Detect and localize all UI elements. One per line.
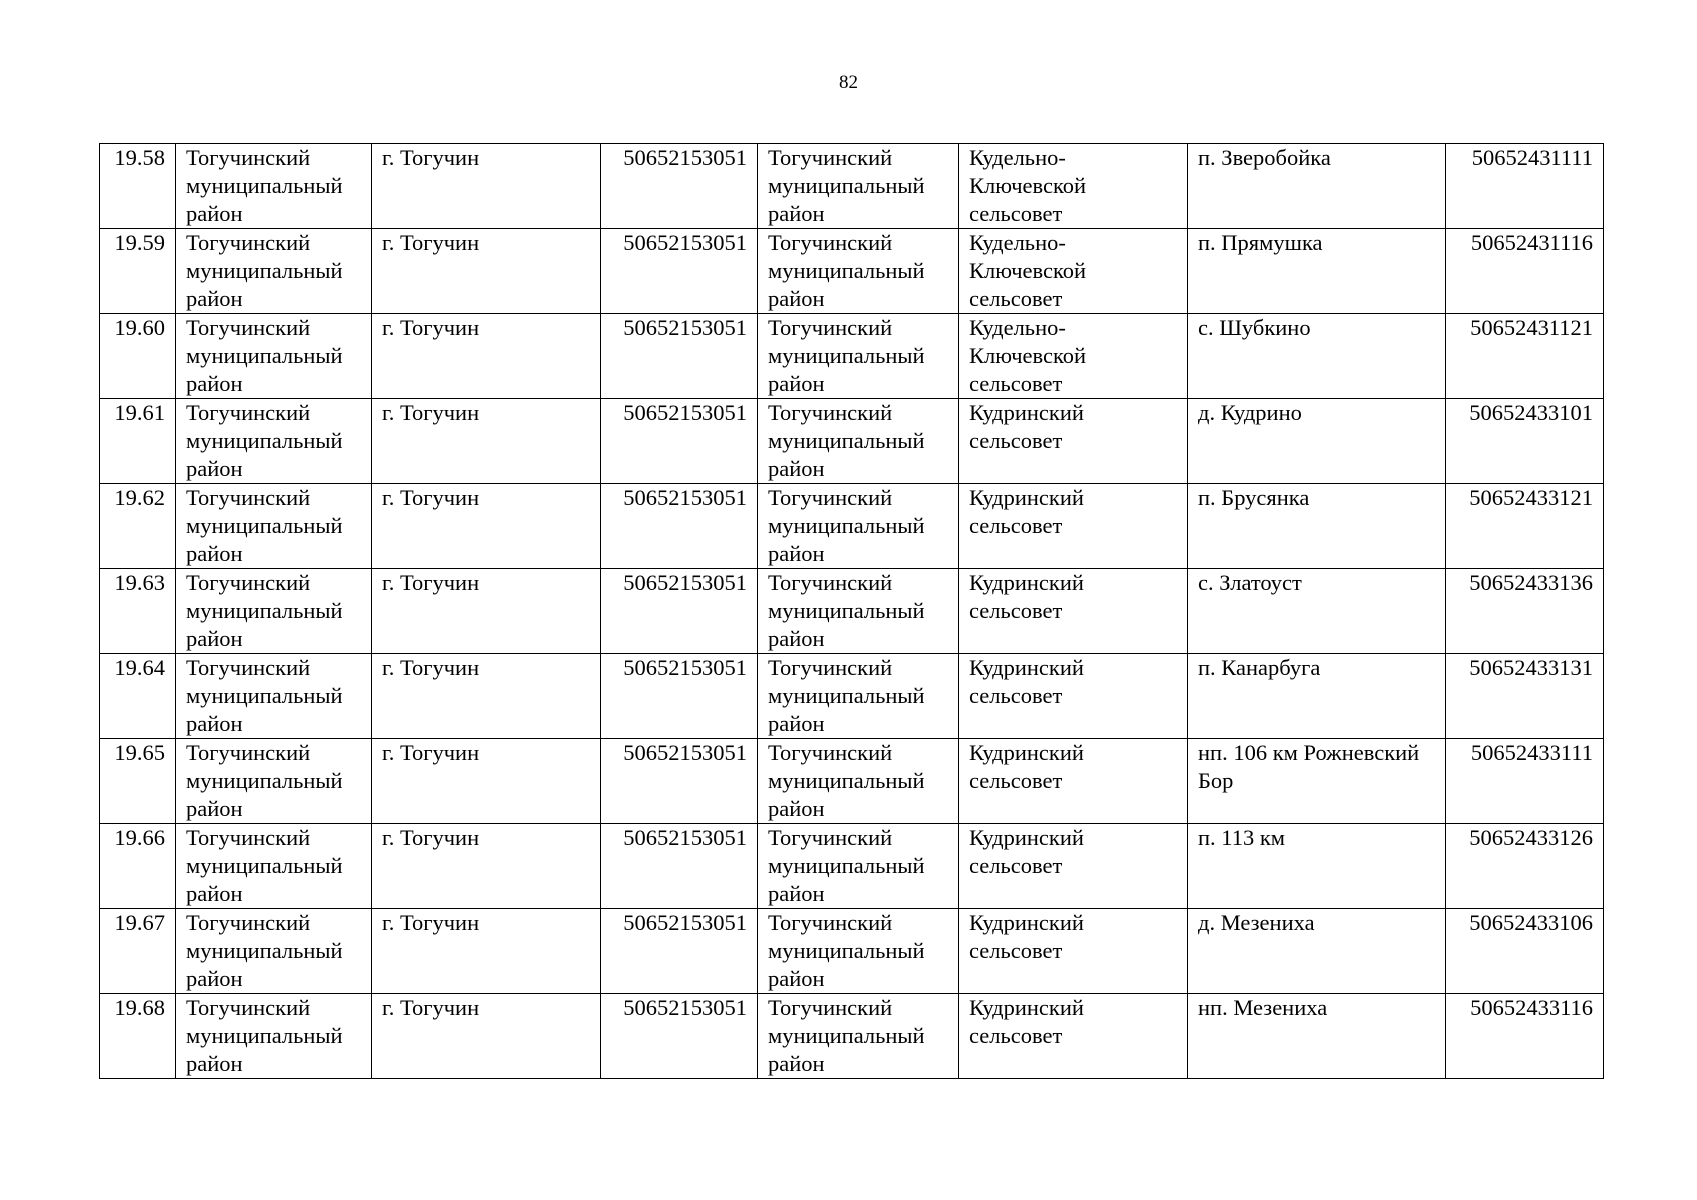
settlement-cell	[1188, 314, 1446, 399]
city-code-cell-text: 50652153051	[623, 995, 747, 1020]
table-row	[100, 569, 1604, 654]
row-number-cell-text: 19.61	[114, 400, 165, 425]
district-cell-text: Тогучинский муниципальный район	[186, 570, 343, 651]
table-row	[100, 484, 1604, 569]
city-code-cell-text: 50652153051	[623, 570, 747, 595]
settlement-code-cell-text: 50652431121	[1470, 315, 1593, 340]
city-cell-text: г. Тогучин	[382, 230, 480, 255]
district-cell-text: Тогучинский муниципальный район	[186, 230, 343, 311]
settlement-code-cell-text: 50652433116	[1470, 995, 1593, 1020]
council-cell-text: Кудринский сельсовет	[969, 740, 1084, 793]
district-cell-text: Тогучинский муниципальный район	[186, 825, 343, 906]
district2-cell	[758, 824, 959, 909]
district2-cell-text: Тогучинский муниципальный район	[768, 995, 925, 1076]
settlement-code-cell	[1446, 314, 1604, 399]
district2-cell	[758, 399, 959, 484]
city-code-cell-text: 50652153051	[623, 230, 747, 255]
settlement-code-cell-text: 50652433126	[1469, 825, 1593, 850]
city-cell-text: г. Тогучин	[382, 570, 480, 595]
row-number-cell-text: 19.58	[114, 145, 165, 170]
settlement-cell-text: п. Канарбуга	[1198, 655, 1321, 680]
city-code-cell-text: 50652153051	[623, 825, 747, 850]
city-cell-text: г. Тогучин	[382, 315, 480, 340]
district-cell	[176, 399, 372, 484]
row-number-cell-text: 19.65	[114, 740, 165, 765]
city-cell	[372, 229, 601, 314]
city-code-cell	[601, 739, 758, 824]
district2-cell-text: Тогучинский муниципальный район	[768, 400, 925, 481]
row-number-cell	[100, 909, 176, 994]
city-code-cell	[601, 994, 758, 1079]
council-cell-text: Кудринский сельсовет	[969, 910, 1084, 963]
district-cell	[176, 484, 372, 569]
table-row	[100, 824, 1604, 909]
city-code-cell	[601, 909, 758, 994]
district2-cell	[758, 909, 959, 994]
table-row	[100, 739, 1604, 824]
district-cell	[176, 144, 372, 229]
city-code-cell-text: 50652153051	[623, 910, 747, 935]
council-cell	[959, 569, 1188, 654]
district2-cell-text: Тогучинский муниципальный район	[768, 145, 925, 226]
district-cell	[176, 314, 372, 399]
council-cell	[959, 824, 1188, 909]
district2-cell-text: Тогучинский муниципальный район	[768, 570, 925, 651]
row-number-cell-text: 19.68	[114, 995, 165, 1020]
city-cell-text: г. Тогучин	[382, 145, 480, 170]
district-cell	[176, 824, 372, 909]
district2-cell	[758, 484, 959, 569]
district2-cell	[758, 314, 959, 399]
district-cell-text: Тогучинский муниципальный район	[186, 995, 343, 1076]
settlement-code-cell	[1446, 144, 1604, 229]
council-cell	[959, 994, 1188, 1079]
settlement-code-cell-text: 50652431116	[1470, 230, 1593, 255]
city-code-cell-text: 50652153051	[623, 315, 747, 340]
district-cell	[176, 229, 372, 314]
council-cell-text: Кудельно-Ключевской сельсовет	[969, 230, 1087, 311]
city-code-cell-text: 50652153051	[623, 655, 747, 680]
district2-cell-text: Тогучинский муниципальный район	[768, 740, 925, 821]
city-code-cell	[601, 824, 758, 909]
row-number-cell-text: 19.64	[114, 655, 165, 680]
row-number-cell	[100, 994, 176, 1079]
settlement-code-cell-text: 50652433111	[1470, 740, 1593, 765]
district-cell-text: Тогучинский муниципальный район	[186, 910, 343, 991]
council-cell	[959, 654, 1188, 739]
settlement-cell-text: нп. 106 км Рожневский Бор	[1198, 740, 1420, 793]
district-cell-text: Тогучинский муниципальный район	[186, 740, 343, 821]
table-row	[100, 144, 1604, 229]
city-cell-text: г. Тогучин	[382, 740, 480, 765]
row-number-cell-text: 19.59	[114, 230, 165, 255]
council-cell-text: Кудринский сельсовет	[969, 400, 1084, 453]
row-number-cell	[100, 824, 176, 909]
table-row	[100, 399, 1604, 484]
city-code-cell-text: 50652153051	[623, 485, 747, 510]
settlement-cell	[1188, 399, 1446, 484]
settlement-cell-text: д. Кудрино	[1198, 400, 1302, 425]
city-code-cell	[601, 569, 758, 654]
settlement-cell-text: с. Златоуст	[1198, 570, 1302, 595]
district-cell	[176, 569, 372, 654]
council-cell-text: Кудринский сельсовет	[969, 570, 1084, 623]
settlement-code-cell-text: 50652431111	[1471, 145, 1593, 170]
city-code-cell	[601, 229, 758, 314]
city-code-cell	[601, 144, 758, 229]
settlement-cell-text: п. Брусянка	[1198, 485, 1310, 510]
district-cell-text: Тогучинский муниципальный район	[186, 145, 343, 226]
settlement-code-cell	[1446, 484, 1604, 569]
district-cell	[176, 654, 372, 739]
city-code-cell-text: 50652153051	[623, 145, 747, 170]
city-code-cell	[601, 314, 758, 399]
table-body	[100, 144, 1604, 1079]
row-number-cell	[100, 569, 176, 654]
settlement-code-cell	[1446, 824, 1604, 909]
settlements-table	[99, 143, 1604, 1079]
city-cell	[372, 484, 601, 569]
district2-cell-text: Тогучинский муниципальный район	[768, 485, 925, 566]
city-cell-text: г. Тогучин	[382, 655, 480, 680]
settlement-cell	[1188, 229, 1446, 314]
settlement-cell-text: п. Прямушка	[1198, 230, 1323, 255]
settlement-code-cell	[1446, 994, 1604, 1079]
district2-cell	[758, 229, 959, 314]
settlement-cell	[1188, 739, 1446, 824]
settlement-cell	[1188, 484, 1446, 569]
table-row	[100, 654, 1604, 739]
row-number-cell	[100, 399, 176, 484]
page-number: 82	[839, 72, 858, 93]
row-number-cell-text: 19.66	[114, 825, 165, 850]
settlement-cell	[1188, 654, 1446, 739]
city-cell	[372, 314, 601, 399]
council-cell-text: Кудельно-Ключевской сельсовет	[969, 315, 1087, 396]
city-cell	[372, 569, 601, 654]
district-cell	[176, 994, 372, 1079]
settlement-code-cell-text: 50652433101	[1469, 400, 1593, 425]
district2-cell	[758, 994, 959, 1079]
settlement-code-cell	[1446, 229, 1604, 314]
district-cell-text: Тогучинский муниципальный район	[186, 400, 343, 481]
settlement-code-cell-text: 50652433106	[1469, 910, 1593, 935]
city-cell	[372, 399, 601, 484]
district-cell-text: Тогучинский муниципальный район	[186, 485, 343, 566]
settlement-code-cell	[1446, 399, 1604, 484]
settlement-cell-text: нп. Мезениха	[1198, 995, 1328, 1020]
row-number-cell	[100, 314, 176, 399]
district-cell-text: Тогучинский муниципальный район	[186, 315, 343, 396]
settlement-cell	[1188, 909, 1446, 994]
district2-cell-text: Тогучинский муниципальный район	[768, 655, 925, 736]
settlement-cell-text: п. Зверобойка	[1198, 145, 1331, 170]
row-number-cell	[100, 484, 176, 569]
row-number-cell-text: 19.67	[114, 910, 165, 935]
settlement-cell	[1188, 824, 1446, 909]
row-number-cell	[100, 144, 176, 229]
council-cell	[959, 739, 1188, 824]
settlement-cell	[1188, 144, 1446, 229]
table-row	[100, 994, 1604, 1079]
council-cell	[959, 144, 1188, 229]
city-cell	[372, 739, 601, 824]
council-cell-text: Кудринский сельсовет	[969, 995, 1084, 1048]
settlement-cell-text: с. Шубкино	[1198, 315, 1311, 340]
settlement-code-cell	[1446, 654, 1604, 739]
settlement-code-cell	[1446, 569, 1604, 654]
row-number-cell	[100, 229, 176, 314]
city-code-cell-text: 50652153051	[623, 740, 747, 765]
city-cell	[372, 909, 601, 994]
city-code-cell	[601, 484, 758, 569]
council-cell-text: Кудринский сельсовет	[969, 655, 1084, 708]
council-cell	[959, 909, 1188, 994]
district2-cell-text: Тогучинский муниципальный район	[768, 825, 925, 906]
settlement-cell	[1188, 994, 1446, 1079]
city-code-cell	[601, 399, 758, 484]
settlement-cell	[1188, 569, 1446, 654]
city-cell-text: г. Тогучин	[382, 825, 480, 850]
council-cell-text: Кудринский сельсовет	[969, 825, 1084, 878]
table-row	[100, 314, 1604, 399]
district2-cell	[758, 654, 959, 739]
district-cell	[176, 909, 372, 994]
district2-cell	[758, 569, 959, 654]
council-cell	[959, 229, 1188, 314]
city-cell	[372, 824, 601, 909]
council-cell-text: Кудельно-Ключевской сельсовет	[969, 145, 1087, 226]
settlement-code-cell-text: 50652433121	[1469, 485, 1593, 510]
row-number-cell	[100, 654, 176, 739]
settlement-cell-text: д. Мезениха	[1198, 910, 1315, 935]
settlement-code-cell-text: 50652433131	[1469, 655, 1593, 680]
city-cell	[372, 654, 601, 739]
settlement-cell-text: п. 113 км	[1198, 825, 1286, 850]
settlement-code-cell	[1446, 739, 1604, 824]
district2-cell	[758, 144, 959, 229]
council-cell-text: Кудринский сельсовет	[969, 485, 1084, 538]
row-number-cell-text: 19.63	[114, 570, 165, 595]
table-row	[100, 229, 1604, 314]
city-cell-text: г. Тогучин	[382, 485, 480, 510]
city-cell-text: г. Тогучин	[382, 400, 480, 425]
settlement-code-cell-text: 50652433136	[1469, 570, 1593, 595]
district-cell-text: Тогучинский муниципальный район	[186, 655, 343, 736]
district2-cell-text: Тогучинский муниципальный район	[768, 315, 925, 396]
table-row	[100, 909, 1604, 994]
city-code-cell	[601, 654, 758, 739]
city-cell	[372, 144, 601, 229]
city-cell-text: г. Тогучин	[382, 995, 480, 1020]
council-cell	[959, 314, 1188, 399]
city-code-cell-text: 50652153051	[623, 400, 747, 425]
district2-cell-text: Тогучинский муниципальный район	[768, 230, 925, 311]
council-cell	[959, 399, 1188, 484]
council-cell	[959, 484, 1188, 569]
district-cell	[176, 739, 372, 824]
city-cell-text: г. Тогучин	[382, 910, 480, 935]
district2-cell-text: Тогучинский муниципальный район	[768, 910, 925, 991]
district2-cell	[758, 739, 959, 824]
row-number-cell-text: 19.62	[114, 485, 165, 510]
row-number-cell-text: 19.60	[114, 315, 165, 340]
city-cell	[372, 994, 601, 1079]
settlement-code-cell	[1446, 909, 1604, 994]
row-number-cell	[100, 739, 176, 824]
